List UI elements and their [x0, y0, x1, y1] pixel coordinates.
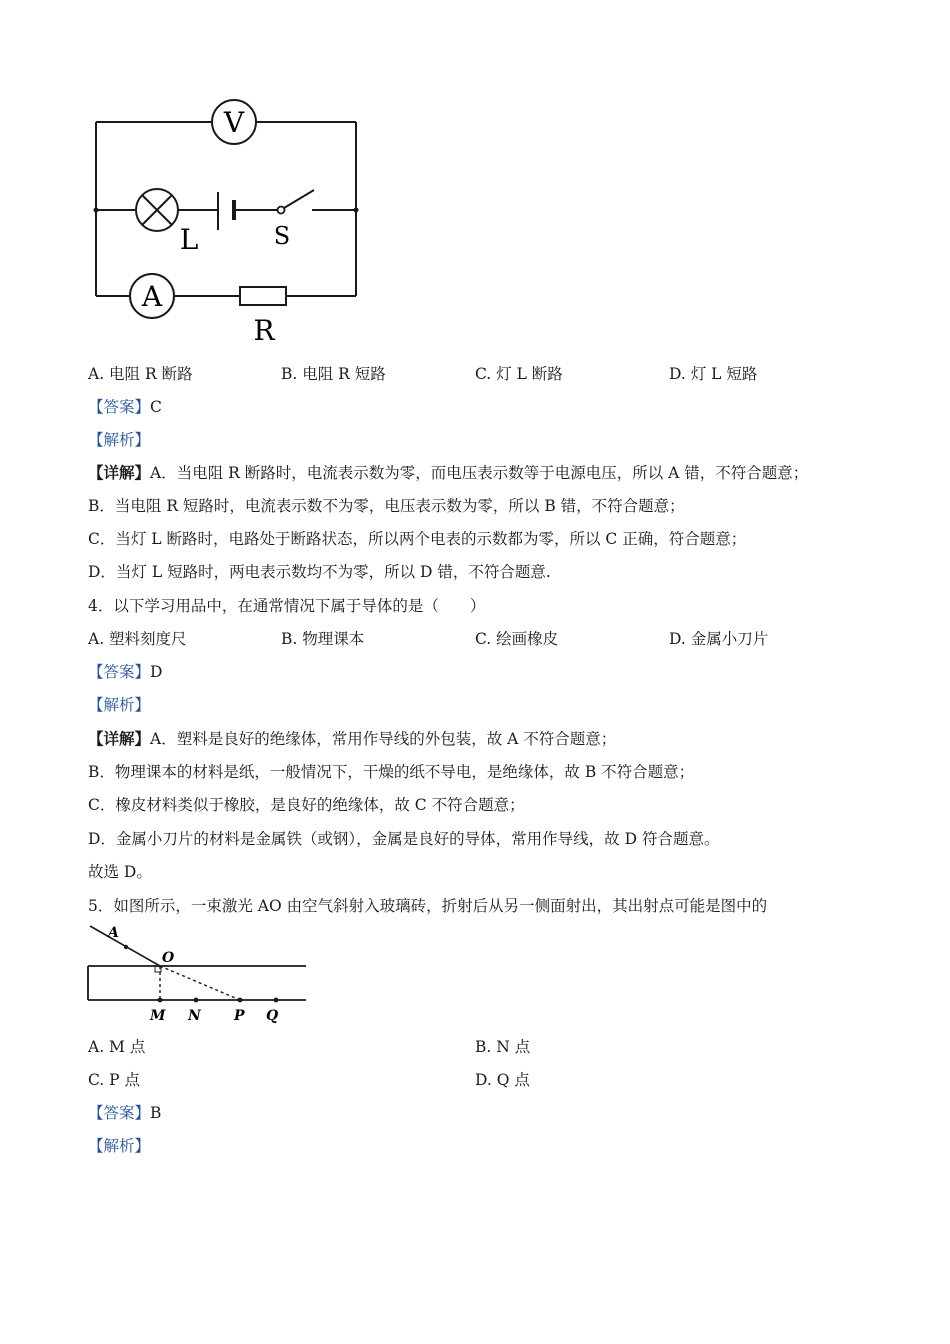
- q3-analysis-tag: 【解析】: [88, 431, 151, 449]
- q5-analysis-tag: 【解析】: [88, 1137, 151, 1155]
- circuit-diagram: [88, 92, 368, 348]
- q5-option-c: C. P 点: [88, 1071, 141, 1089]
- q4-analysis-tag: 【解析】: [88, 696, 151, 714]
- q4-answer: [88, 662, 162, 682]
- q4-detail-line: D．金属小刀片的材料是金属铁（或钢），金属是良好的导体，常用作导线，故 D 符合题意。: [88, 830, 720, 848]
- label-q: Q: [266, 1008, 279, 1024]
- q4-option-d: D. 金属小刀片: [669, 630, 769, 648]
- voltmeter-icon: [212, 100, 256, 144]
- q3-detail-line: B．当电阻 R 短路时，电流表示数不为零，电压表示数为零，所以 B 错，不符合题意；: [88, 497, 685, 515]
- lamp-icon: [136, 189, 178, 231]
- refraction-diagram: [84, 920, 310, 1026]
- q4-stem: 4．以下学习用品中，在通常情况下属于导体的是（ ）: [88, 597, 486, 615]
- answer-value: D: [150, 663, 163, 681]
- detail-tag: 【详解】: [88, 463, 151, 482]
- q3-answer: [88, 397, 162, 417]
- q5-option-a: A. M 点: [88, 1038, 146, 1056]
- ammeter-label: A: [141, 280, 163, 313]
- label-p: P: [234, 1008, 245, 1024]
- q3-detail-line: D．当灯 L 短路时，两电表示数均不为零，所以 D 错，不符合题意.: [88, 563, 551, 581]
- label-m: M: [150, 1008, 166, 1024]
- q4-detail-line: B．物理课本的材料是纸，一般情况下，干燥的纸不导电，是绝缘体，故 B 不符合题意；: [88, 763, 695, 781]
- resistor-icon: [240, 287, 286, 305]
- q5-option-d: D. Q 点: [475, 1071, 530, 1089]
- resistor-label: R: [253, 314, 275, 347]
- q3-option-a: A. 电阻 R 断路: [88, 365, 193, 383]
- label-a: A: [108, 925, 119, 941]
- detail-tag: 【详解】: [88, 729, 151, 748]
- switch-icon: [278, 190, 315, 214]
- lamp-label: L: [179, 223, 199, 256]
- answer-tag: 【答案】: [88, 398, 151, 416]
- q3-option-b: B. 电阻 R 短路: [281, 365, 386, 383]
- answer-tag: 【答案】: [88, 1104, 151, 1122]
- q4-option-a: A. 塑料刻度尺: [88, 630, 187, 648]
- q3-detail-line: C．当灯 L 断路时，电路处于断路状态，所以两个电表的示数都为零，所以 C 正确，符合题意；: [88, 530, 747, 548]
- label-o: O: [162, 950, 175, 966]
- q4-option-b: B. 物理课本: [281, 630, 365, 648]
- q4-detail-line: [88, 729, 616, 749]
- detail-text: A．当电阻 R 断路时，电流表示数为零，而电压表示数等于电源电压，所以 A 错，不符合题意；: [150, 464, 809, 482]
- label-n: N: [188, 1008, 201, 1024]
- q3-option-d: D. 灯 L 短路: [669, 365, 758, 383]
- switch-label: S: [273, 222, 291, 250]
- q5-answer: [88, 1103, 161, 1123]
- answer-tag: 【答案】: [88, 663, 151, 681]
- q3-option-c: C. 灯 L 断路: [475, 365, 563, 383]
- voltmeter-label: V: [223, 106, 245, 139]
- q5-stem: 5．如图所示，一束激光 AO 由空气斜射入玻璃砖，折射后从另一侧面射出，其出射点可能是图中的: [88, 897, 768, 915]
- q5-option-b: B. N 点: [475, 1038, 531, 1056]
- detail-text: A．塑料是良好的绝缘体，常用作导线的外包装，故 A 不符合题意；: [150, 730, 617, 748]
- q4-option-c: C. 绘画橡皮: [475, 630, 559, 648]
- q4-detail-line: C．橡皮材料类似于橡胶，是良好的绝缘体，故 C 不符合题意；: [88, 796, 525, 814]
- battery-icon: [218, 192, 234, 230]
- q3-detail-line: [88, 463, 808, 483]
- q4-conclusion: 故选 D。: [88, 863, 152, 881]
- answer-value: B: [150, 1104, 162, 1122]
- ammeter-icon: [130, 274, 174, 318]
- answer-value: C: [150, 398, 162, 416]
